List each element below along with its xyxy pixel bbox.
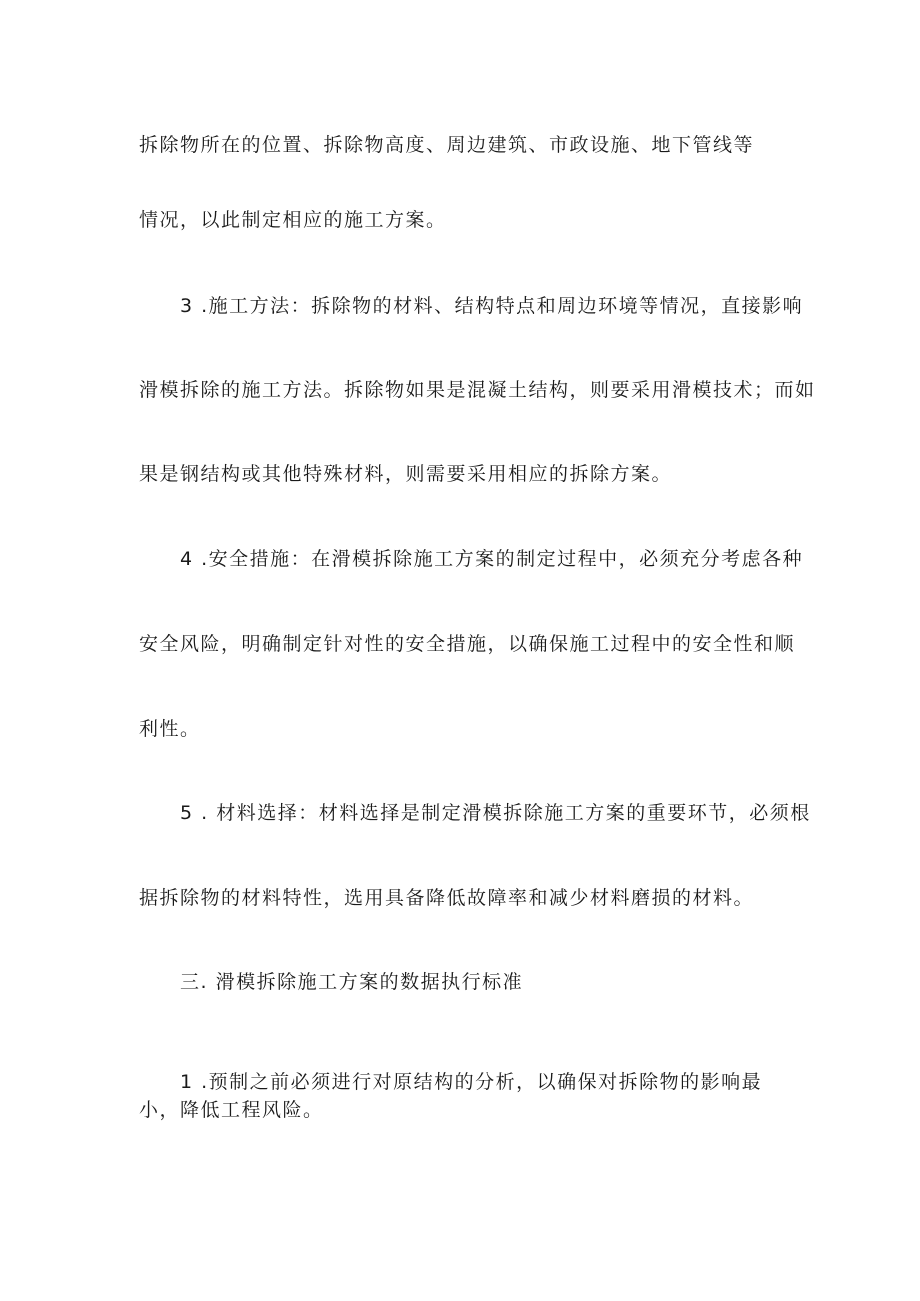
section-heading: 三. 滑模拆除施工方案的数据执行标准 [180, 971, 524, 993]
paragraph-line: 据拆除物的材料特性，选用具备降低故障率和减少材料磨损的材料。 [139, 887, 755, 909]
paragraph-line: 滑模拆除的施工方法。拆除物如果是混凝土结构，则要采用滑模技术；而如 [139, 379, 816, 401]
list-item-1-line: 1 .预制之前必须进行对原结构的分析，以确保对拆除物的影响最 [180, 1071, 763, 1093]
paragraph-line: 利性。 [139, 718, 201, 740]
paragraph-line: 小，降低工程风险。 [139, 1099, 324, 1121]
paragraph-line: 情况，以此制定相应的施工方案。 [139, 209, 447, 231]
list-item-4-line: 4 .安全措施：在滑模拆除施工方案的制定过程中，必须充分考虑各种 [180, 548, 804, 570]
list-item-3-line: 3 .施工方法：拆除物的材料、结构特点和周边环境等情况，直接影响 [180, 295, 804, 317]
paragraph-line: 拆除物所在的位置、拆除物高度、周边建筑、市政设施、地下管线等 [139, 134, 755, 156]
paragraph-line: 安全风险，明确制定针对性的安全措施，以确保施工过程中的安全性和顺 [139, 633, 796, 655]
paragraph-line: 果是钢结构或其他特殊材料，则需要采用相应的拆除方案。 [139, 463, 673, 485]
list-item-5-line: 5 . 材料选择：材料选择是制定滑模拆除施工方案的重要环节，必须根 [180, 802, 811, 824]
